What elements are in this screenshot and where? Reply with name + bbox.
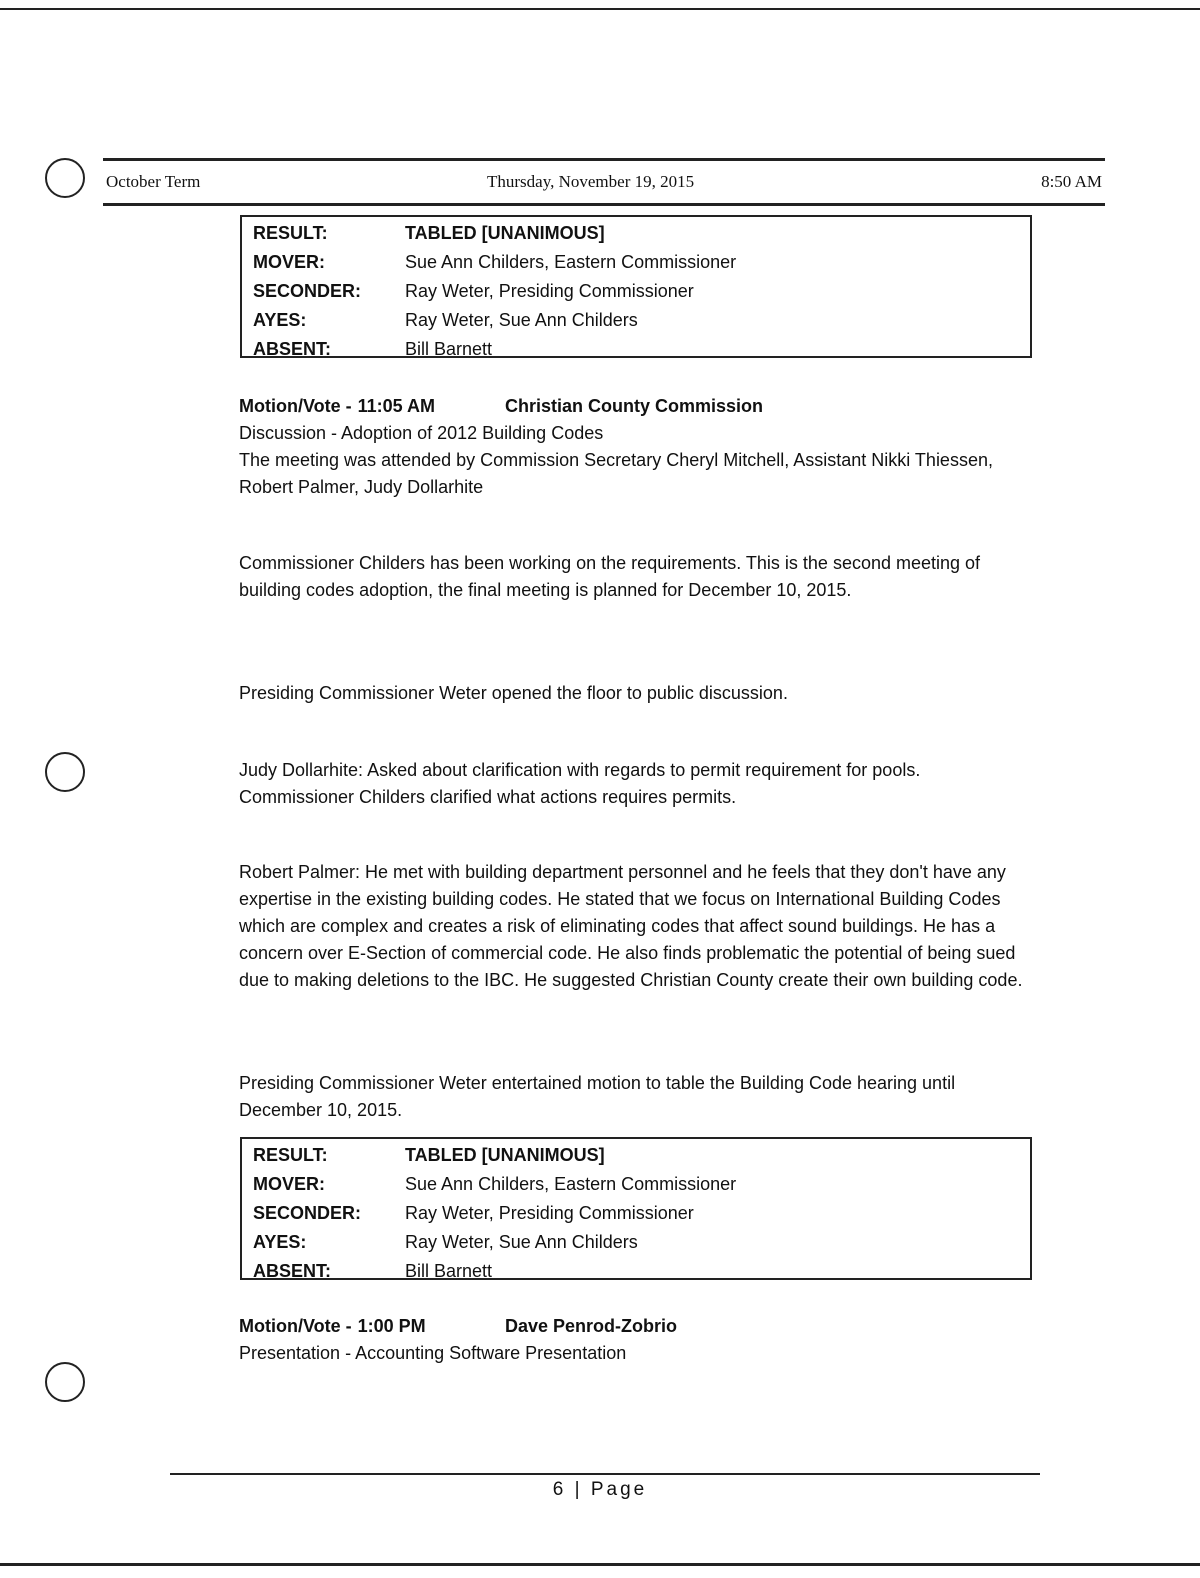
header-date: Thursday, November 19, 2015 bbox=[487, 172, 695, 191]
vote-label: SECONDER: bbox=[253, 1203, 362, 1223]
vote-label: RESULT: bbox=[253, 1145, 328, 1165]
vote-value: Sue Ann Childers, Eastern Commissioner bbox=[405, 252, 737, 272]
punch-hole-top bbox=[45, 158, 85, 198]
bottom-border-line bbox=[0, 1563, 1200, 1566]
motion-time: 11:05 AM bbox=[357, 396, 436, 416]
attendance-paragraph: The meeting was attended by Commission Secretary Cheryl Mitchell, Assistant Nikki Thiessen, Robert Palmer, Judy Dollarhite bbox=[239, 450, 993, 497]
punch-hole-middle bbox=[45, 752, 85, 792]
paragraph-motion-table: Presiding Commissioner Weter entertained motion to table the Building Code hearing until December 10, 2015. bbox=[239, 1073, 956, 1120]
header-time: 8:50 AM bbox=[1041, 172, 1102, 191]
motion-prefix: Motion/Vote - bbox=[239, 1316, 352, 1336]
motion-body: Christian County Commission bbox=[505, 396, 764, 416]
vote-label: AYES: bbox=[253, 310, 307, 330]
vote-label: ABSENT: bbox=[253, 1261, 332, 1281]
header-term: October Term bbox=[106, 172, 201, 191]
motion-heading bbox=[239, 393, 764, 420]
motion-time: 1:00 PM bbox=[357, 1316, 426, 1336]
vote-value: Ray Weter, Presiding Commissioner bbox=[405, 1203, 694, 1223]
motion-prefix: Motion/Vote - bbox=[239, 396, 352, 416]
vote-label: AYES: bbox=[253, 1232, 307, 1252]
discussion-line: Discussion - Adoption of 2012 Building Codes bbox=[239, 423, 604, 443]
vote-label: MOVER: bbox=[253, 252, 325, 272]
vote-value: Bill Barnett bbox=[405, 1261, 493, 1281]
vote-value: Ray Weter, Sue Ann Childers bbox=[405, 310, 638, 330]
footer-divider bbox=[170, 1473, 1040, 1475]
vote-value: Ray Weter, Presiding Commissioner bbox=[405, 281, 694, 301]
motion-body: Dave Penrod-Zobrio bbox=[505, 1316, 678, 1336]
vote-value: Sue Ann Childers, Eastern Commissioner bbox=[405, 1174, 737, 1194]
vote-table bbox=[240, 1137, 1032, 1280]
paragraph-palmer: Robert Palmer: He met with building department personnel and he feels that they don't have any expertise in the existing building codes. He stated that we focus on International Building Codes which are complex and creates a risk of eliminating codes that affect sound buildings. He has a concern over E-Section of commercial code. He also finds problematic the potential of being sued due to making deletions to the IBC. He suggested Christian County create their own building code. bbox=[239, 862, 1023, 990]
vote-label: MOVER: bbox=[253, 1174, 325, 1194]
presentation-line: Presentation - Accounting Software Presentation bbox=[239, 1343, 627, 1363]
paragraph-dollarhite: Judy Dollarhite: Asked about clarification with regards to permit requirement for pools. Commissioner Childers clarified what actions requires permits. bbox=[239, 760, 921, 807]
vote-table bbox=[240, 215, 1032, 358]
motion-heading bbox=[239, 1313, 678, 1340]
vote-value: TABLED [UNANIMOUS] bbox=[405, 1145, 605, 1165]
paragraph-floor-open: Presiding Commissioner Weter opened the floor to public discussion. bbox=[239, 683, 788, 703]
vote-value: TABLED [UNANIMOUS] bbox=[405, 223, 605, 243]
vote-value: Ray Weter, Sue Ann Childers bbox=[405, 1232, 638, 1252]
page-number: 6 | Page bbox=[552, 1479, 648, 1500]
top-border-line bbox=[0, 8, 1200, 10]
paragraph-requirements: Commissioner Childers has been working on the requirements. This is the second meeting of building codes adoption, the final meeting is planned for December 10, 2015. bbox=[239, 553, 981, 600]
punch-hole-bottom bbox=[45, 1362, 85, 1402]
vote-label: SECONDER: bbox=[253, 281, 362, 301]
vote-value: Bill Barnett bbox=[405, 339, 493, 359]
vote-label: ABSENT: bbox=[253, 339, 332, 359]
page-header bbox=[103, 158, 1105, 206]
vote-label: RESULT: bbox=[253, 223, 328, 243]
